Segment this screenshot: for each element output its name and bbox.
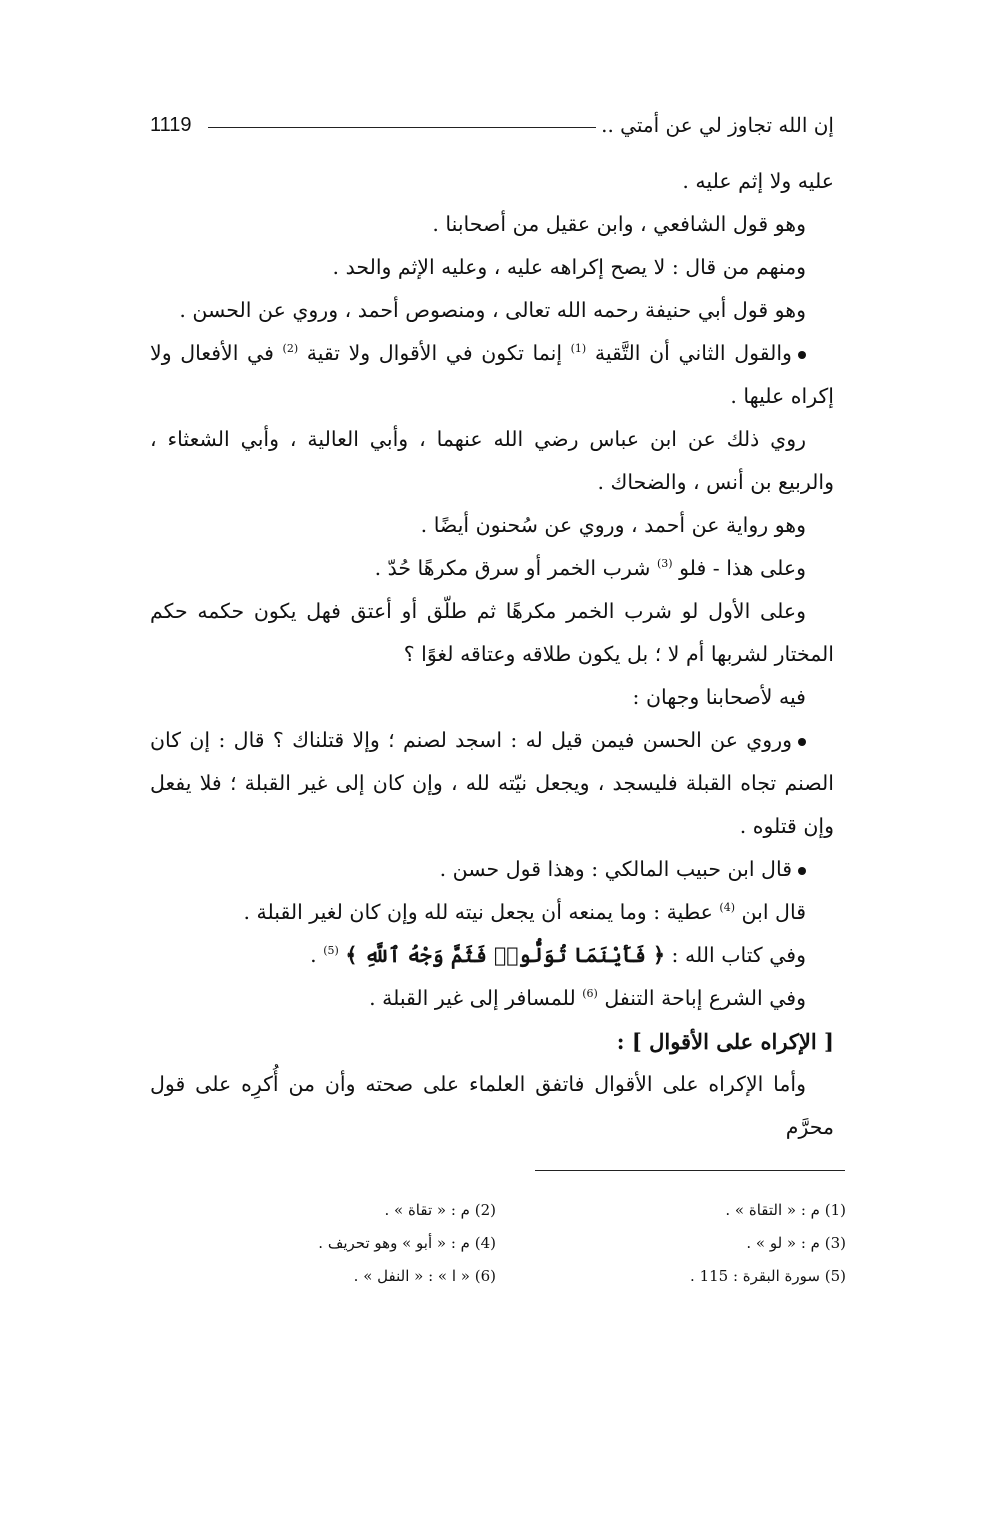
paragraph-last: وأما الإكراه على الأقوال فاتفق العلماء على صحته وأن من أُكرِه على قول محرَّم: [150, 1072, 834, 1139]
paragraph-text: للمسافر إلى غير القبلة .: [369, 986, 576, 1010]
paragraph-hasan: [150, 719, 834, 848]
paragraph-text: والقول الثاني أن التَّقية: [594, 341, 792, 365]
footnote-marker: (2): [282, 342, 299, 356]
paragraph-text: وفي الشرع إباحة التنفل: [604, 986, 806, 1010]
paragraph-text: وفي كتاب الله :: [671, 943, 806, 967]
body-line: وهو قول الشافعي ، وابن عقيل من أصحابنا .: [432, 212, 806, 236]
paragraph-first-view: وعلى الأول لو شرب الخمر مكرهًا ثم طلّق أو أعتق فهل يكون حكمه حكم المختار لشربها أم لا ؛ بل يكون طلاقه وعتاقه لغوًا ؟: [150, 599, 834, 666]
page-number: 1119: [150, 114, 192, 136]
running-header: [150, 110, 834, 144]
body-text: [150, 160, 834, 1149]
paragraph-sahnun: وهو رواية عن أحمد ، وروي عن سُحنون أيضًا .: [420, 513, 806, 537]
footnote-row: [150, 1260, 850, 1293]
bullet-icon: [798, 738, 806, 746]
footnote-item: (5) سورة البقرة : 115 .: [690, 1267, 846, 1285]
footnotes: [150, 1194, 850, 1293]
paragraph-ibn-atiyya: [150, 891, 834, 934]
footnote-item: (6) « ا » : « النفل » .: [353, 1267, 496, 1285]
header-rule: [208, 127, 596, 128]
paragraph-text: .: [310, 943, 317, 967]
paragraph-ibn-habib: [150, 848, 834, 891]
running-title: إن الله تجاوز لي عن أمتي ..: [601, 113, 834, 137]
footnote-row: [150, 1194, 850, 1227]
quran-verse: ﴿ فَأَيْنَمَا تُوَلُّوا۟ فَثَمَّ وَجْهُ ٱللَّهِ ﴾: [345, 943, 666, 967]
footnote-marker: (5): [323, 944, 339, 958]
body-line: عليه ولا إثم عليه .: [682, 169, 834, 193]
footnote-marker: (4): [719, 901, 735, 915]
body-line: وهو قول أبي حنيفة رحمه الله تعالى ، ومنصوص أحمد ، وروي عن الحسن .: [179, 298, 806, 322]
paragraph-kitab-allah: [150, 934, 834, 977]
footnote-row: [150, 1227, 850, 1260]
footnote-marker: (1): [570, 342, 587, 356]
paragraph-text: عطية : وما يمنعه أن يجعل نيته لله وإن كان لغير القبلة .: [243, 900, 713, 924]
footnote-marker: (3): [656, 557, 673, 571]
footnote-rule: [535, 1170, 845, 1171]
section-heading: [ الإكراه على الأقوال ] :: [616, 1029, 834, 1054]
bullet-icon: [798, 351, 806, 359]
paragraph-taqiyya: [150, 332, 834, 418]
paragraph-text: في الأفعال ولا إكراه عليها .: [150, 341, 834, 408]
paragraph-text: شرب الخمر أو سرق مكرهًا حُدّ .: [374, 556, 651, 580]
footnote-item: (4) م : « أبو » وهو تحريف .: [318, 1234, 496, 1252]
footnote-item: (2) م : « تقاة » .: [384, 1201, 496, 1219]
bullet-icon: [798, 867, 806, 875]
paragraph-text: قال ابن: [741, 900, 806, 924]
paragraph-text: إنما تكون في الأقوال ولا تقية: [306, 341, 563, 365]
paragraph-wajhan: فيه لأصحابنا وجهان :: [632, 685, 806, 709]
footnote-item: (3) م : « لو » .: [746, 1234, 846, 1252]
footnote-marker: (6): [582, 987, 598, 1001]
paragraph-hadd: [150, 547, 834, 590]
paragraph-text: قال ابن حبيب المالكي : وهذا قول حسن .: [439, 857, 792, 881]
paragraph-shar: [150, 977, 834, 1020]
paragraph-text: وروي عن الحسن فيمن قيل له : اسجد لصنم ؛ وإلا قتلناك ؟ قال : إن كان الصنم تجاه القبلة فليسجد ، ويجعل نيّته لله ، وإن كان إلى غير القبلة ؛ فلا يفعل وإن قتلوه .: [150, 728, 834, 838]
paragraph-ibn-abbas: روي ذلك عن ابن عباس رضي الله عنهما ، وأبي العالية ، وأبي الشعثاء ، والربيع بن أنس ، والضحاك .: [150, 427, 834, 494]
paragraph-text: وعلى هذا - فلو: [679, 556, 806, 580]
footnote-item: (1) م : « التقاة » .: [725, 1201, 846, 1219]
body-line: ومنهم من قال : لا يصح إكراهه عليه ، وعليه الإثم والحد .: [332, 255, 806, 279]
